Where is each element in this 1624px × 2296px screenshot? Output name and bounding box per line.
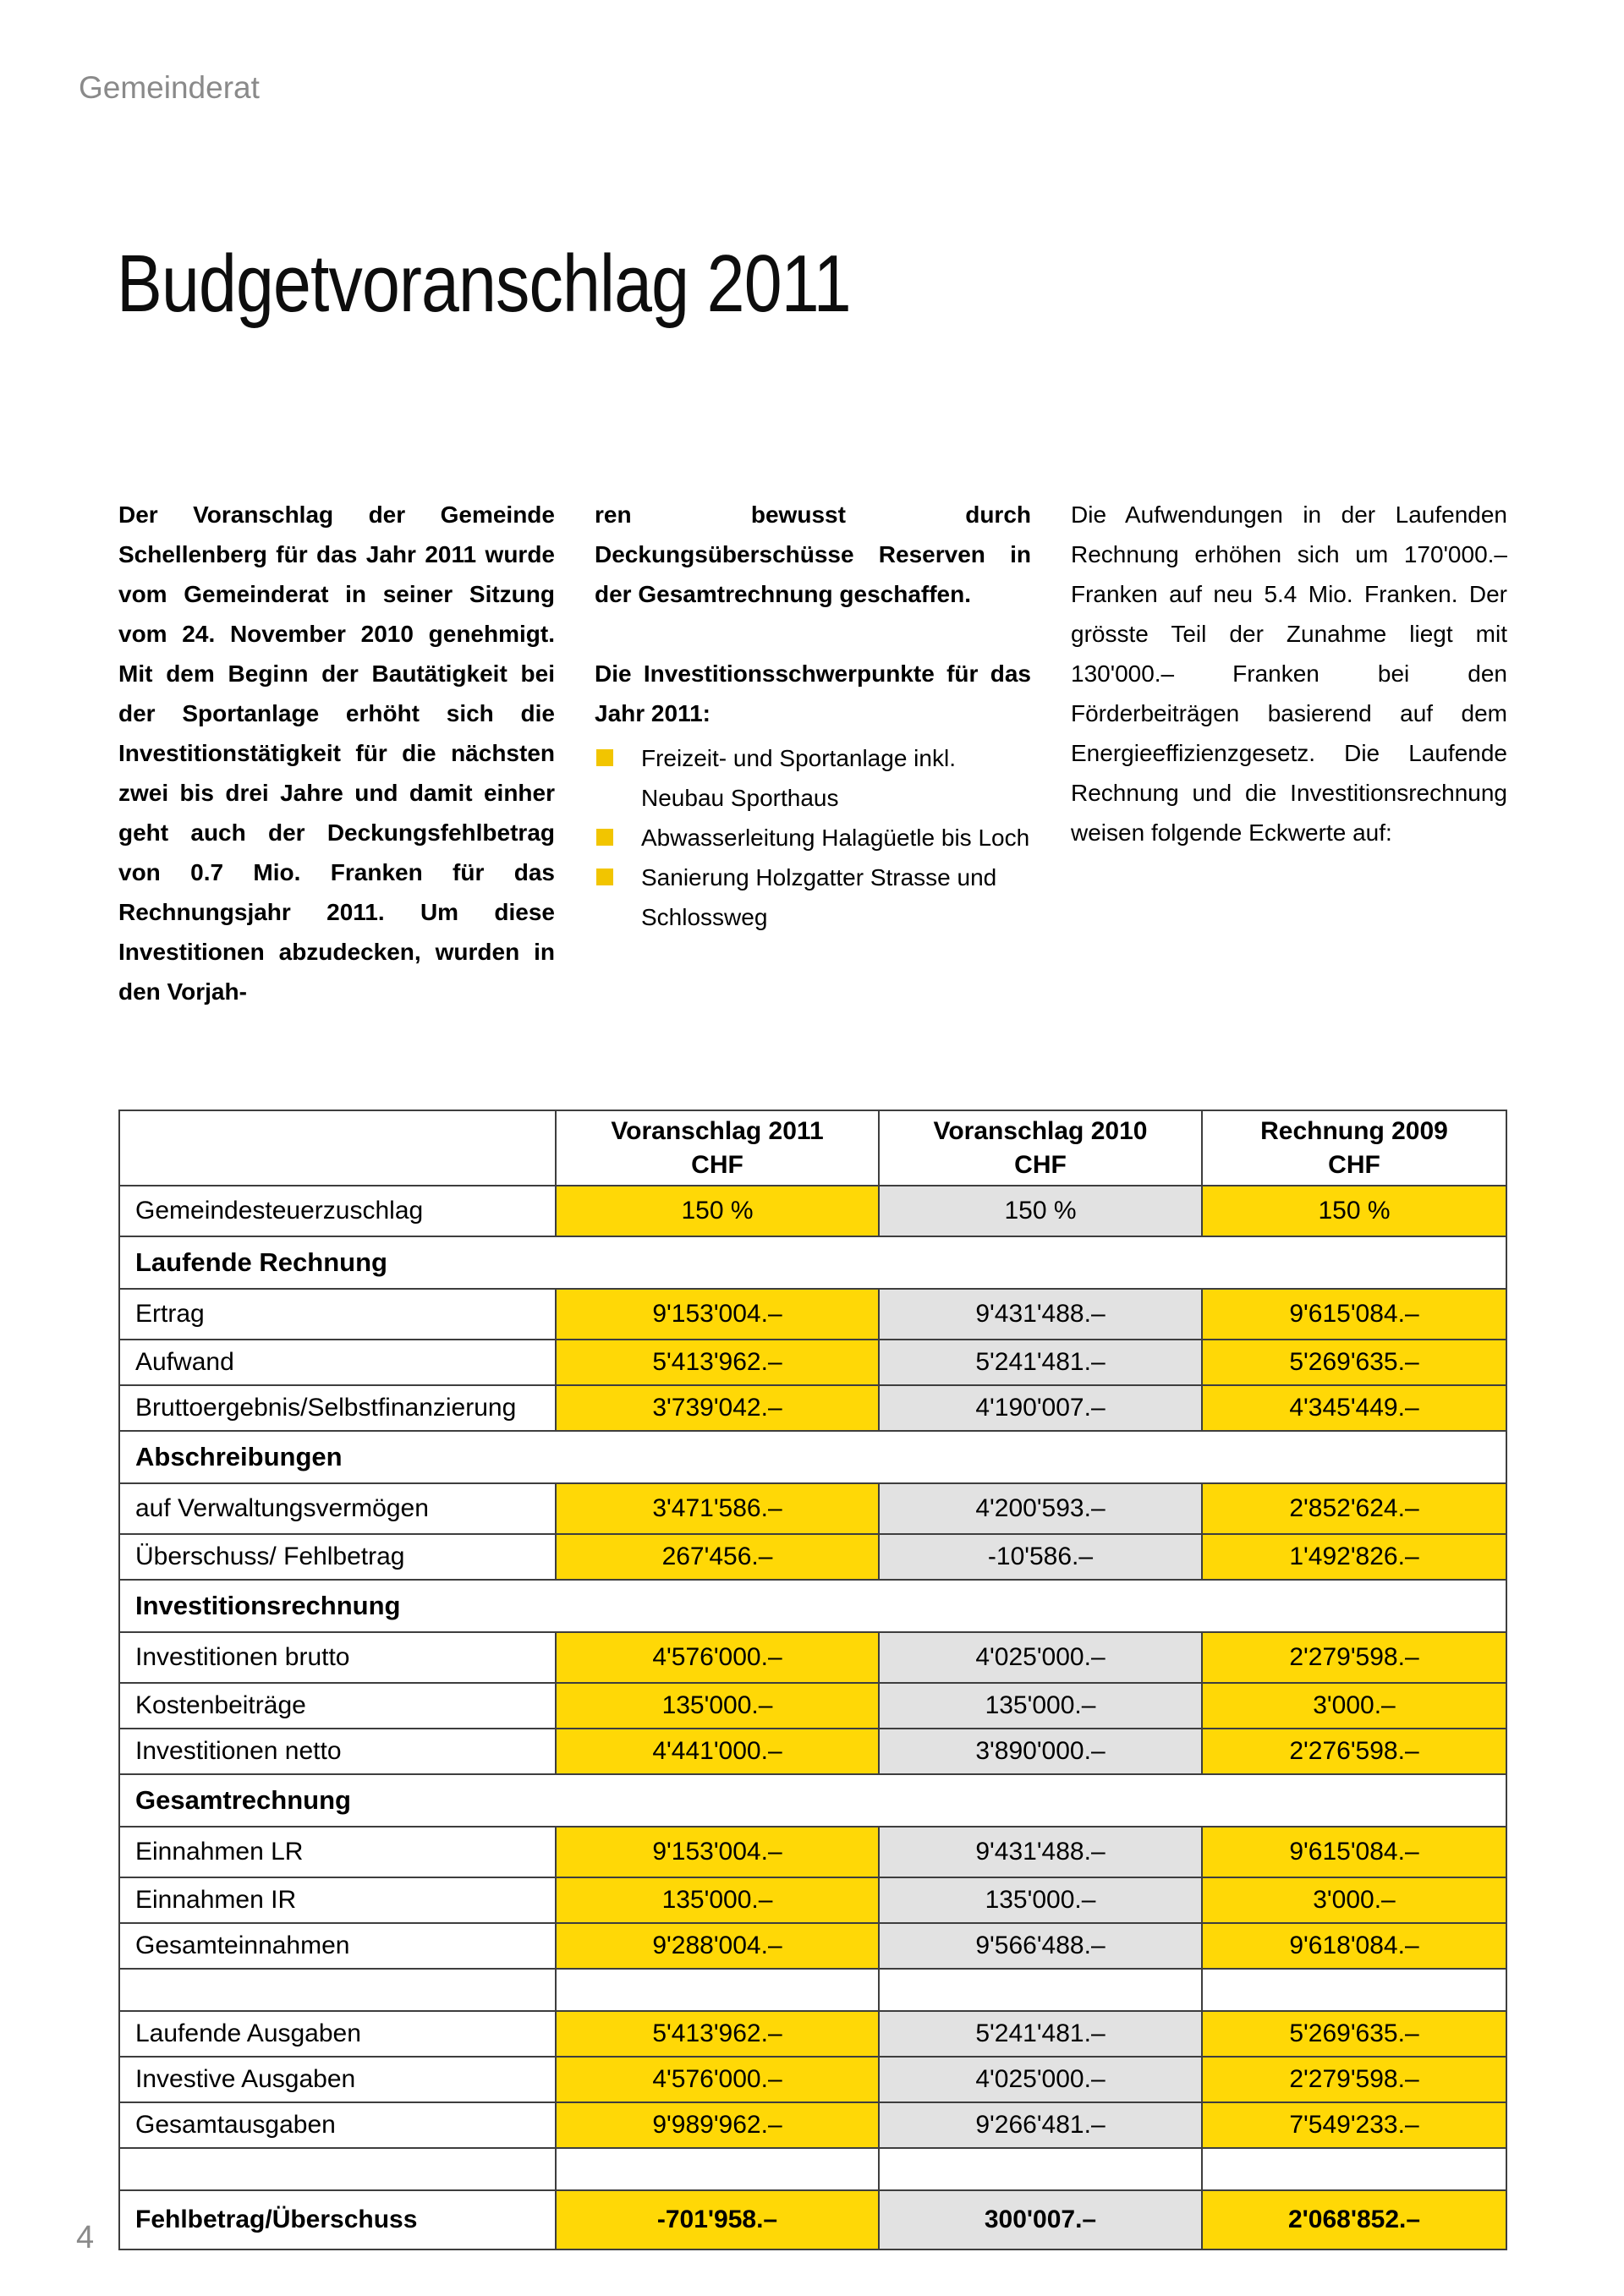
cell-value: 5'241'481.– <box>878 2012 1201 2056</box>
cell-value: 9'288'004.– <box>555 1924 878 1968</box>
row-label: Fehlbetrag/Überschuss <box>120 2191 555 2249</box>
spacer-cell <box>120 2149 555 2189</box>
paragraph: Die Aufwendungen in der Laufenden Rechnung erhöhen sich um 170'000.– Franken auf neu 5.4 Mio. Franken. Der grösste Teil der Zunahme liegt mit 130'000.– Franken bei den Förderbeiträgen basierend auf dem Energieeffizienzgesetz. Die Laufende Rechnung und die Investitionsrechnung weisen folgende Eckwerte auf: <box>1071 501 1507 846</box>
cell-value: 5'241'481.– <box>878 1340 1201 1384</box>
cell-value: 5'413'962.– <box>555 1340 878 1384</box>
cell-value: 135'000.– <box>878 1684 1201 1728</box>
intro-column-1 <box>118 495 555 1011</box>
section-title: Laufende Rechnung <box>120 1237 1506 1288</box>
cell-value: 9'618'084.– <box>1201 1924 1506 1968</box>
cell-value: 4'200'593.– <box>878 1484 1201 1533</box>
column-header-currency: CHF <box>1014 1150 1067 1179</box>
bullet-text: Sanierung Holzgatter Strasse und Schlossweg <box>641 864 997 930</box>
bullet-square-icon <box>596 749 613 766</box>
table-row <box>120 1827 1506 1878</box>
spacer-cell <box>555 1970 878 2010</box>
column-header-year: Voranschlag 2010 <box>933 1116 1148 1145</box>
spacer-cell <box>555 2149 878 2189</box>
table-row <box>120 1340 1506 1386</box>
row-label: Einnahmen LR <box>120 1827 555 1877</box>
paragraph: ren bewusst durch Deckungsüberschüsse Reserven in der Gesamtrechnung geschaffen. <box>595 501 1031 607</box>
table-column-header <box>1201 1111 1506 1185</box>
cell-value: 4'025'000.– <box>878 1633 1201 1682</box>
spacer-cell <box>878 2149 1201 2189</box>
table-row <box>120 2103 1506 2149</box>
section-title: Abschreibungen <box>120 1432 1506 1482</box>
table-row <box>120 1633 1506 1684</box>
cell-value: 4'576'000.– <box>555 1633 878 1682</box>
table-row <box>120 1290 1506 1340</box>
bullet-square-icon <box>596 869 613 885</box>
cell-value: 1'492'826.– <box>1201 1535 1506 1579</box>
row-label: Gesamteinnahmen <box>120 1924 555 1968</box>
table-row <box>120 2058 1506 2103</box>
department-label: Gemeinderat <box>79 70 260 105</box>
cell-value: 5'413'962.– <box>555 2012 878 2056</box>
cell-value: 4'345'449.– <box>1201 1386 1506 1430</box>
cell-value: 2'279'598.– <box>1201 2058 1506 2101</box>
row-label: Investitionen brutto <box>120 1633 555 1682</box>
cell-value: 9'431'488.– <box>878 1290 1201 1339</box>
cell-value: 4'190'007.– <box>878 1386 1201 1430</box>
cell-value: 5'269'635.– <box>1201 2012 1506 2056</box>
cell-value: 135'000.– <box>555 1684 878 1728</box>
cell-value: 2'276'598.– <box>1201 1729 1506 1773</box>
cell-value: 135'000.– <box>878 1878 1201 1922</box>
table-row <box>120 2012 1506 2058</box>
table-column-header <box>555 1111 878 1185</box>
row-label: Kostenbeiträge <box>120 1684 555 1728</box>
row-label: Gemeindesteuerzuschlag <box>120 1186 555 1236</box>
cell-value: 9'266'481.– <box>878 2103 1201 2147</box>
cell-value: 135'000.– <box>555 1878 878 1922</box>
row-label: Investitionen netto <box>120 1729 555 1773</box>
table-section-row <box>120 1775 1506 1827</box>
bullet-item <box>595 738 1031 818</box>
bullet-text: Abwasserleitung Halagüetle bis Loch <box>641 825 1030 851</box>
cell-value: 9'153'004.– <box>555 1290 878 1339</box>
cell-value: -10'586.– <box>878 1535 1201 1579</box>
table-row <box>120 1924 1506 1970</box>
page-number: 4 <box>76 2220 95 2255</box>
cell-value: 4'441'000.– <box>555 1729 878 1773</box>
cell-value: 267'456.– <box>555 1535 878 1579</box>
cell-value: 9'153'004.– <box>555 1827 878 1877</box>
cell-value: 2'279'598.– <box>1201 1633 1506 1682</box>
table-row <box>120 1535 1506 1581</box>
column-header-year: Rechnung 2009 <box>1260 1116 1448 1145</box>
intro-column-2 <box>595 495 1031 1011</box>
intro-text-columns <box>118 495 1507 1011</box>
table-section-row <box>120 1581 1506 1633</box>
table-row <box>120 1386 1506 1432</box>
cell-value: 3'471'586.– <box>555 1484 878 1533</box>
cell-value: 150 % <box>1201 1186 1506 1236</box>
bullet-item <box>595 858 1031 937</box>
paragraph: Die Investitionsschwerpunkte für das Jahr 2011: <box>595 660 1031 726</box>
cell-value: -701'958.– <box>555 2191 878 2249</box>
table-column-header <box>878 1111 1201 1185</box>
table-spacer-row <box>120 1970 1506 2012</box>
cell-value: 2'068'852.– <box>1201 2191 1506 2249</box>
spacer-cell <box>1201 1970 1506 2010</box>
row-label: Laufende Ausgaben <box>120 2012 555 2056</box>
cell-value: 5'269'635.– <box>1201 1340 1506 1384</box>
spacer-cell <box>1201 2149 1506 2189</box>
table-header-corner-cell <box>120 1111 555 1185</box>
cell-value: 3'890'000.– <box>878 1729 1201 1773</box>
cell-value: 9'566'488.– <box>878 1924 1201 1968</box>
column-header-currency: CHF <box>1328 1150 1380 1179</box>
cell-value: 3'000.– <box>1201 1878 1506 1922</box>
row-label: Investive Ausgaben <box>120 2058 555 2101</box>
table-section-row <box>120 1237 1506 1290</box>
cell-value: 3'000.– <box>1201 1684 1506 1728</box>
row-label: Gesamtausgaben <box>120 2103 555 2147</box>
table-spacer-row <box>120 2149 1506 2191</box>
cell-value: 150 % <box>555 1186 878 1236</box>
table-row <box>120 2191 1506 2249</box>
bullet-item <box>595 818 1031 858</box>
spacer-cell <box>878 1970 1201 2010</box>
row-label: Aufwand <box>120 1340 555 1384</box>
cell-value: 9'431'488.– <box>878 1827 1201 1877</box>
budget-table <box>118 1110 1507 2250</box>
column-header-year: Voranschlag 2011 <box>611 1116 824 1145</box>
row-label: Überschuss/ Fehlbetrag <box>120 1535 555 1579</box>
row-label: Einnahmen IR <box>120 1878 555 1922</box>
table-row <box>120 1878 1506 1924</box>
bullet-square-icon <box>596 829 613 846</box>
cell-value: 9'615'084.– <box>1201 1827 1506 1877</box>
table-row <box>120 1684 1506 1729</box>
cell-value: 4'576'000.– <box>555 2058 878 2101</box>
cell-value: 150 % <box>878 1186 1201 1236</box>
row-label: Bruttoergebnis/Selbstfinanzierung <box>120 1386 555 1430</box>
spacer-cell <box>120 1970 555 2010</box>
cell-value: 7'549'233.– <box>1201 2103 1506 2147</box>
cell-value: 9'989'962.– <box>555 2103 878 2147</box>
table-row <box>120 1729 1506 1775</box>
cell-value: 9'615'084.– <box>1201 1290 1506 1339</box>
row-label: auf Verwaltungsvermögen <box>120 1484 555 1533</box>
column-header-currency: CHF <box>691 1150 743 1179</box>
cell-value: 2'852'624.– <box>1201 1484 1506 1533</box>
section-title: Gesamtrechnung <box>120 1775 1506 1826</box>
bullet-text: Freizeit- und Sportanlage inkl. Neubau Sporthaus <box>641 745 956 811</box>
row-label: Ertrag <box>120 1290 555 1339</box>
cell-value: 3'739'042.– <box>555 1386 878 1430</box>
table-row <box>120 1186 1506 1237</box>
table-row <box>120 1484 1506 1535</box>
page-title: Budgetvoranschlag 2011 <box>117 238 851 329</box>
cell-value: 300'007.– <box>878 2191 1201 2249</box>
bullet-list <box>595 738 1031 937</box>
cell-value: 4'025'000.– <box>878 2058 1201 2101</box>
table-section-row <box>120 1432 1506 1484</box>
paragraph: Der Voranschlag der Gemeinde Schellenberg für das Jahr 2011 wurde vom Gemeinderat in seiner Sitzung vom 24. November 2010 genehmigt. Mit dem Beginn der Bautätigkeit bei der Sportanlage erhöht sich die Investitionstätigkeit für die nächsten zwei bis drei Jahre und damit einher geht auch der Deckungsfehlbetrag von 0.7 Mio. Franken für das Rechnungsjahr 2011. Um diese Investitionen abzudecken, wurden in den Vorjah- <box>118 501 555 1005</box>
section-title: Investitionsrechnung <box>120 1581 1506 1631</box>
table-header-row <box>120 1111 1506 1186</box>
intro-column-3 <box>1071 495 1507 1011</box>
